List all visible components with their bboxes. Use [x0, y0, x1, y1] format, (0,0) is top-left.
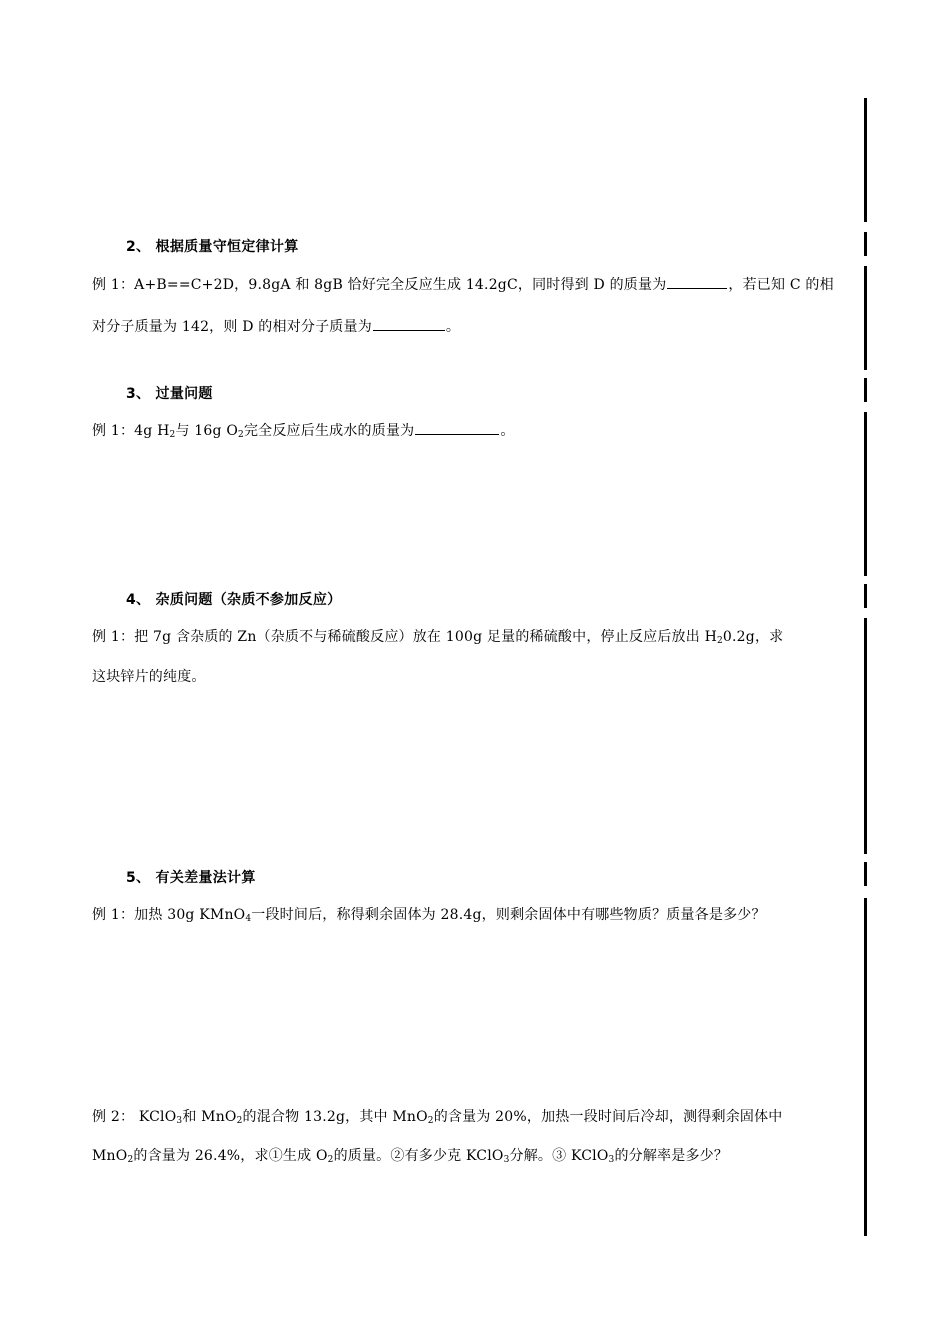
example-line: 例 1：A+B==C+2D，9.8gA 和 8gB 恰好完全反应生成 14.2gC，同时得到 D 的质量为 ，若已知 C 的相 [92, 274, 834, 294]
margin-rule [864, 232, 867, 256]
margin-rule [864, 412, 867, 576]
example-label: 例 1： [92, 907, 135, 923]
margin-rule [864, 898, 867, 1236]
margin-rule [864, 378, 867, 402]
section-heading: 5、 有关差量法计算 [126, 870, 256, 886]
example-label: 例 1： [92, 629, 135, 645]
example-label: 例 1： [92, 423, 135, 439]
section-heading: 4、 杂质问题（杂质不参加反应） [126, 592, 342, 608]
section-heading: 3、 过量问题 [126, 386, 213, 402]
example-label: 例 1： [92, 277, 135, 293]
example-line: 例 2： KClO$_3$和 MnO$_2$的混合物 13.2g，其中 MnO$_2$的含量为 20%，加热一段时间后冷却，测得剩余固体中 [92, 1109, 783, 1126]
margin-rule [864, 584, 867, 608]
example-line: MnO$_2$的含量为 26.4%，求①生成 $O_2$的质量。②有多少克 KClO$_3$分解。③ KClO$_3$的分解率是多少？ [92, 1148, 729, 1165]
answer-blank [667, 274, 727, 289]
example-line: 对分子质量为 142，则 D 的相对分子质量为 。 [92, 316, 460, 336]
example-label: 例 2： [92, 1109, 135, 1125]
margin-rule [864, 98, 867, 222]
margin-rule [864, 862, 867, 886]
section-heading: 2、 根据质量守恒定律计算 [126, 239, 299, 255]
example-line: 这块锌片的纯度。 [92, 669, 206, 685]
example-line: 例 1：把 7g 含杂质的 Zn（杂质不与稀硫酸反应）放在 100g 足量的稀硫酸中，停止反应后放出 $H_20.2g$，求 [92, 629, 784, 646]
answer-blank [373, 316, 445, 331]
margin-rule [864, 266, 867, 370]
example-line: 例 1：4g $H_2$与 16g $O_2$完全反应后生成水的质量为 。 [92, 420, 515, 440]
margin-rule [864, 618, 867, 854]
answer-blank [415, 420, 499, 435]
example-line: 例 1：加热 30g KMnO$_4$一段时间后，称得剩余固体为 28.4g，则剩余固体中有哪些物质？质量各是多少？ [92, 907, 766, 924]
